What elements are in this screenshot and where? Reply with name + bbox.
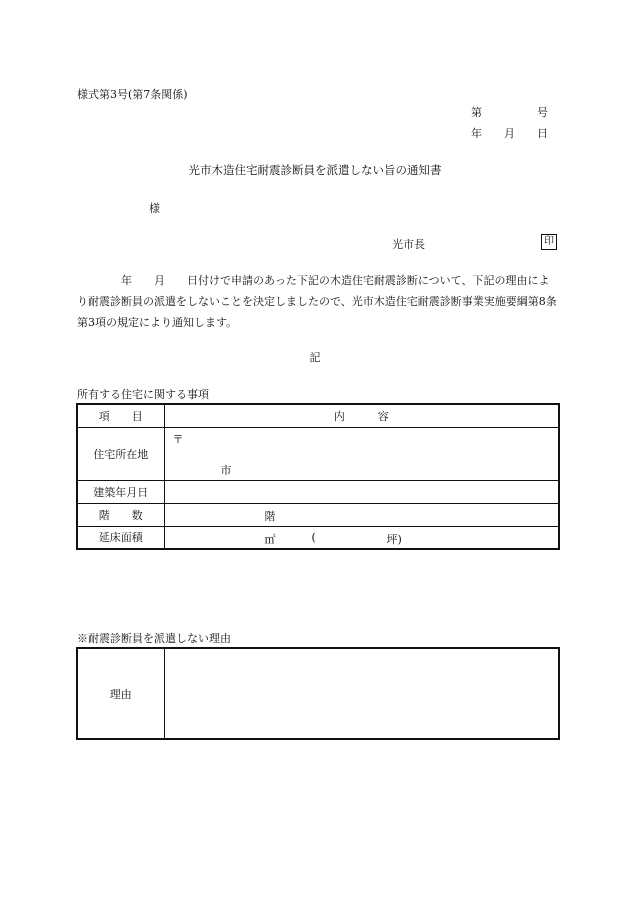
issue-date-line: 年 月 日 [471,127,548,140]
form-number-label: 様式第3号(第7条関係) [77,88,188,101]
table-row [77,480,559,503]
floors-value-cell [164,503,559,526]
table-row [77,526,559,549]
reason-section-heading: ※耐震診断員を派遣しない理由 [77,632,231,645]
reason-value-cell [164,648,559,739]
record-heading: 記 [309,351,321,364]
reason-table [76,647,560,740]
header-item-cell: 項 目 [77,404,164,427]
build-date-label: 建築年月日 [77,480,164,503]
postal-mark: 〒 [172,432,184,446]
notice-body-text: 年 月 日付けで申請のあった下記の木造住宅耐震診断について、下記の理由により耐震診断員の派遣をしないことを決定しましたので、光市木造住宅耐震診断事業実施要綱第8条第3項の規定により通知します。 [77,274,557,329]
city-label: 市 [220,463,232,477]
header-content-cell: 内 容 [164,404,559,427]
addressee-label: 様 [149,202,160,215]
tsubo-unit: 坪) [386,532,402,546]
table-row [77,427,559,480]
table-row [77,648,559,739]
floor-area-label: 延床面積 [77,526,164,549]
table-header-row [77,404,559,427]
issuer-name: 光市長 [392,238,425,251]
seal-mark: 印 [541,234,557,250]
housing-info-table [76,403,560,550]
document-title: 光市木造住宅耐震診断員を派遣しない旨の通知書 [188,163,442,177]
area-unit: ㎡ [264,532,276,546]
address-label: 住宅所在地 [77,427,164,480]
housing-section-heading: 所有する住宅に関する事項 [77,388,209,401]
floor-area-value-cell [164,526,559,549]
tsubo-open-paren: ( [311,530,316,544]
document-number-line: 第 号 [471,106,548,119]
floors-label: 階 数 [77,503,164,526]
address-value-cell [164,427,559,480]
table-row [77,503,559,526]
floors-unit: 階 [264,509,276,523]
build-date-value-cell [164,480,559,503]
reason-label: 理由 [77,648,164,739]
